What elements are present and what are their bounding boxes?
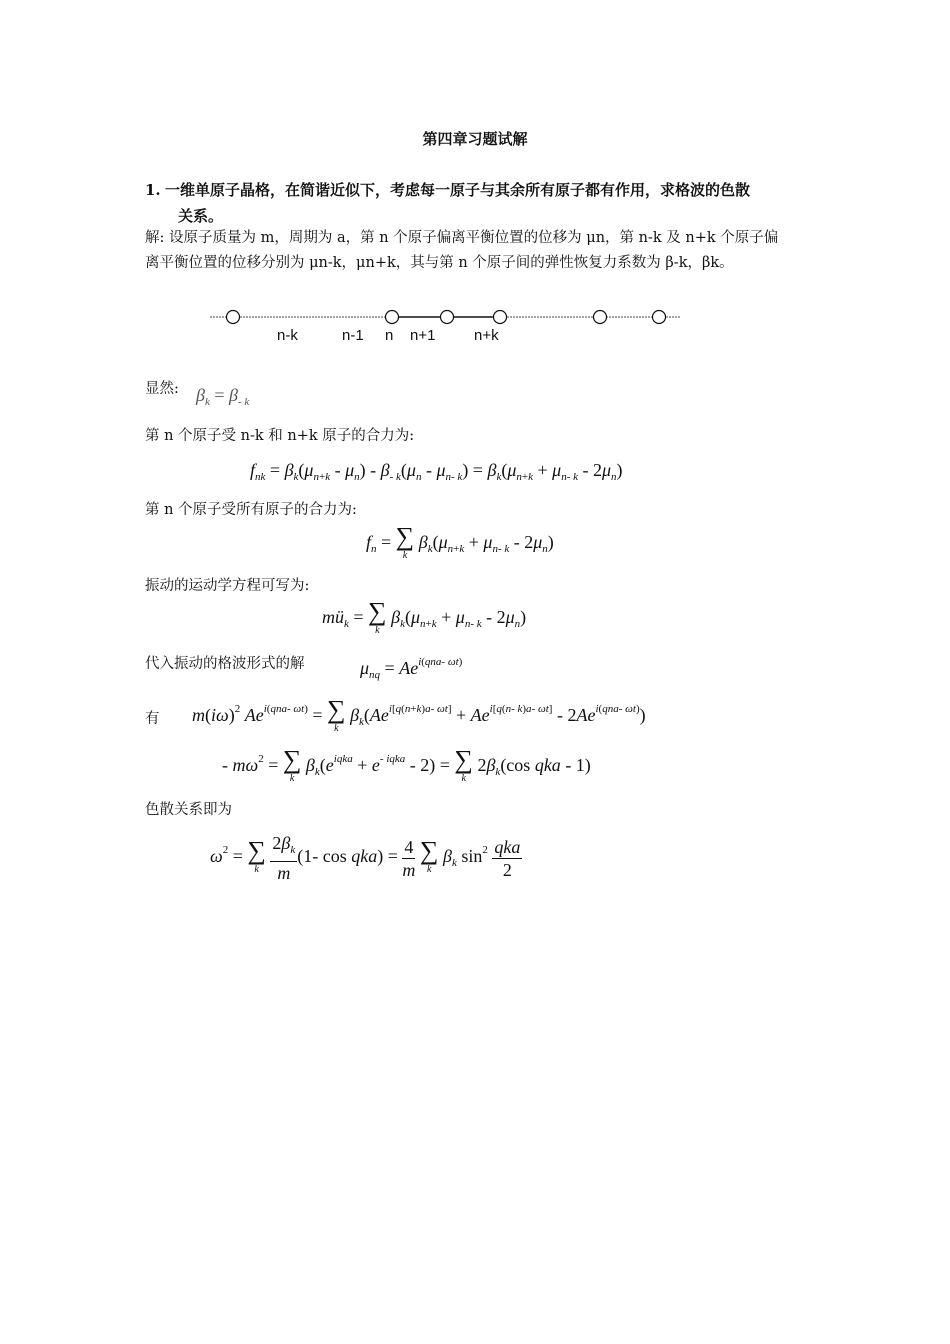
equation-dispersion: $\omega^2$ = ∑ k $\frac{2\beta_k}{m}$ (1- cos qka) = $\frac{4}{m}$ ∑ k $\beta_k$ $\sin^2$ $\frac{\text{qka}}{2}$ [210, 833, 521, 883]
chain-label-n-1: n-1 [342, 327, 364, 344]
dispersion-label: 色散关系即为 [145, 802, 232, 818]
atom-chain-diagram [200, 300, 690, 355]
force-nk-label: 第 n 个原子受 n-k 和 n+k 原子的合力为: [145, 428, 415, 444]
force-total-label: 第 n 个原子受所有原子的合力为: [145, 502, 357, 518]
atom-far-right [653, 311, 666, 324]
solution-intro [145, 226, 815, 276]
motion-label: 振动的运动学方程可写为: [145, 578, 310, 594]
solution-line1: 解: 设原子质量为 m，周期为 a，第 n 个原子偏离平衡位置的位移为 μn，第 n-k 及 n+k 个原子偏 [145, 230, 779, 246]
atom-n-plus-k [594, 311, 607, 324]
atom-n-minus-k [227, 311, 240, 324]
atom-n-plus-1 [494, 311, 507, 324]
atom-n-minus-1 [386, 311, 399, 324]
equation-force-nk: $f_{nk} = \beta_k(\mu_{n+k} - \mu_n) - \beta_{- k}(\mu_n - \mu_{n- k}) = \beta_k(\mu_{n+k} + \mu_{n- k} - 2\mu_n)$ [250, 460, 623, 483]
chain-label-n: n [385, 327, 394, 344]
obviously-label: 显然: [145, 381, 179, 397]
equation-wave-solution: $\mu_{nq} = Ae^{i(qna- \omega t)}$ [360, 656, 463, 681]
question-number: 1. [145, 181, 161, 199]
equation-simplified: - $m\omega^2$ = ∑ k $\beta_k(e^{iqka} + e^{- iqka} - 2)$ = ∑ k $2\beta_k(\cos$ qka - 1) [222, 745, 591, 784]
have-label: 有 [145, 711, 160, 727]
chain-label-n+1: n+1 [410, 327, 436, 344]
chain-label-n-k: n-k [277, 327, 298, 344]
chain-label-n+k: n+k [474, 327, 499, 344]
question-1 [145, 177, 815, 229]
equation-force-total: $f_n$ = ∑ k $\beta_k(\mu_{n+k} + \mu_{n- k} - 2\mu_n)$ [366, 522, 554, 561]
equation-beta-symmetry: $\beta_k = \beta_{- k}$ [196, 385, 250, 408]
page-title: 第四章习题试解 [422, 130, 528, 148]
solution-line2: 离平衡位置的位移分别为 μn-k，μn+k，其与第 n 个原子间的弹性恢复力系数为 β-k，βk。 [145, 255, 734, 271]
equation-substituted: $m(i\omega)^2$ $Ae^{i(qna- \omega t)}$ = ∑ k $\beta_k(Ae^{i[q(n+k)a- \omega t]} + Ae^{i[q(n- k)a- \omega t]} - 2Ae^{i(qna- \omega t)})$ [192, 695, 646, 734]
question-text-line1: 一维单原子晶格，在简谐近似下，考虑每一原子与其余所有原子都有作用，求格波的色散 [165, 181, 751, 199]
substitute-label: 代入振动的格波形式的解 [145, 656, 305, 672]
question-text-line2: 关系。 [178, 207, 224, 225]
atom-n [441, 311, 454, 324]
equation-motion: $mü_k$ = ∑ k $\beta_k(\mu_{n+k} + \mu_{n- k} - 2\mu_n)$ [322, 597, 527, 636]
